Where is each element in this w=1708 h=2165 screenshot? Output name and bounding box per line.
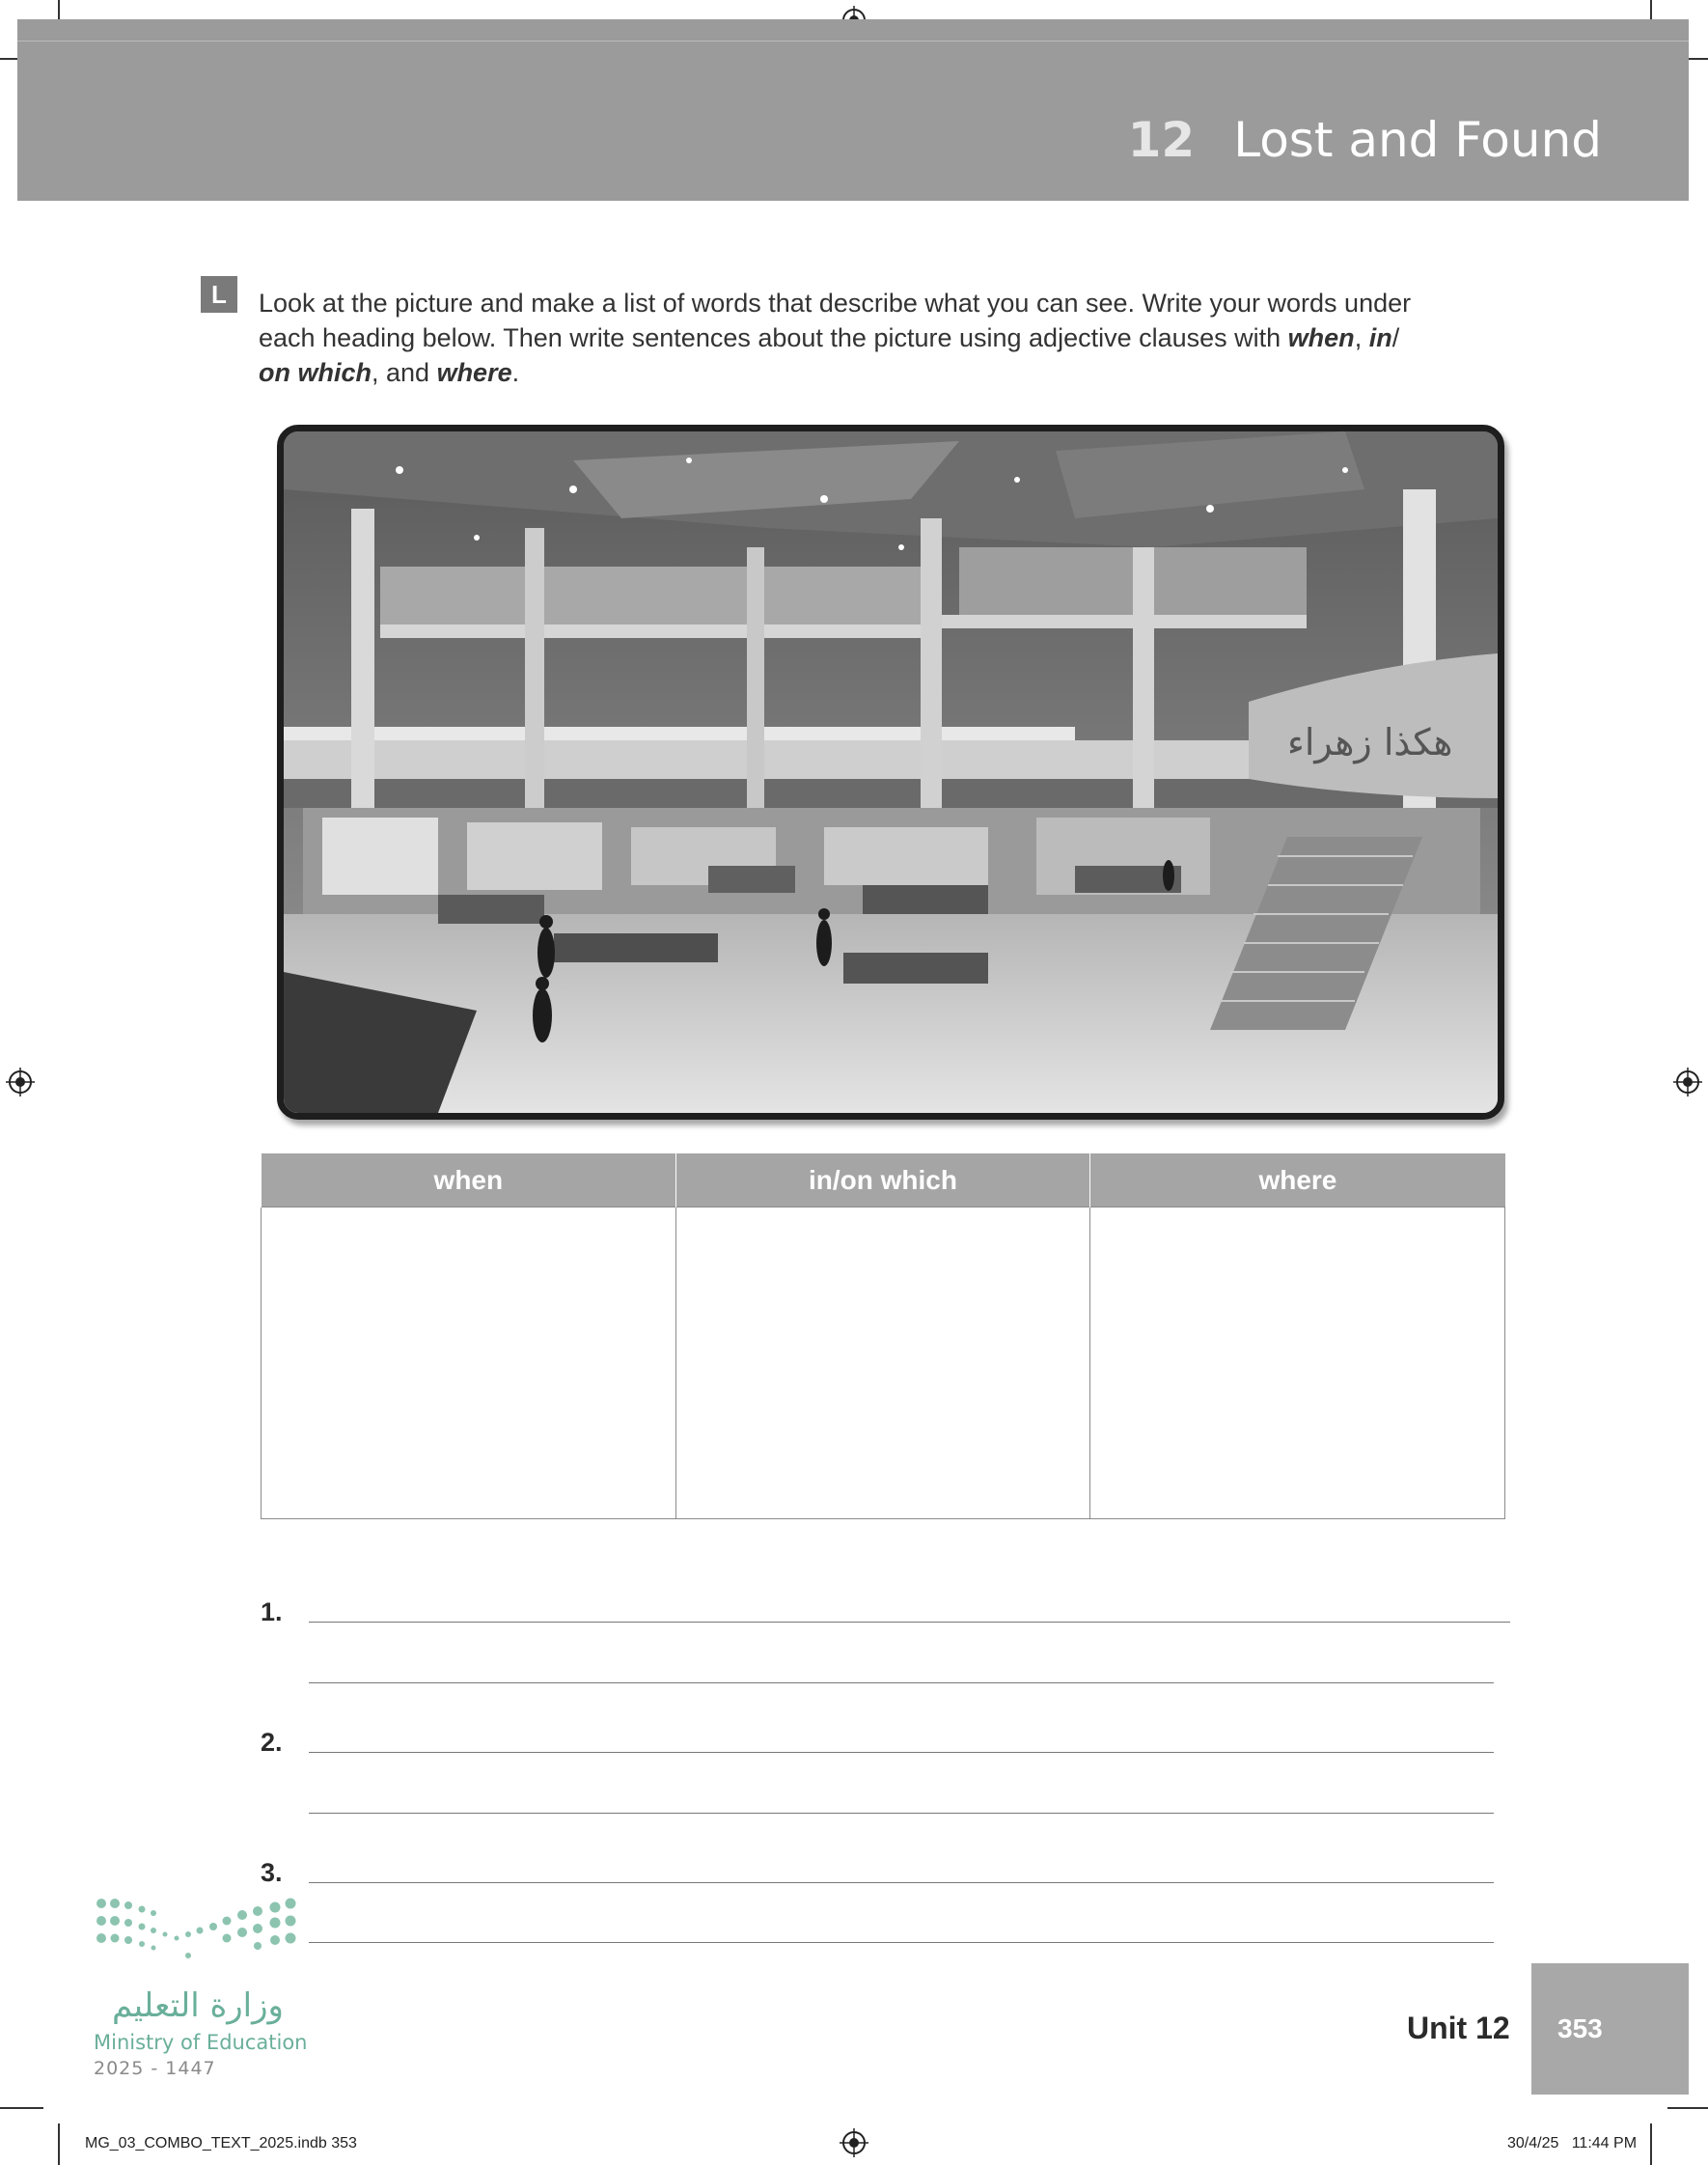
- answer-line[interactable]: [309, 1882, 1494, 1883]
- keyword-when: when: [1287, 323, 1355, 352]
- answer-cell-where[interactable]: [1090, 1207, 1505, 1519]
- sentence-number: 1.: [261, 1597, 283, 1626]
- mall-photo: [277, 425, 1504, 1120]
- word-table: [261, 1153, 1505, 1519]
- column-header-where: where: [1090, 1153, 1505, 1207]
- answer-line[interactable]: [309, 1752, 1494, 1753]
- separator: /: [1391, 323, 1400, 352]
- ministry-logo: [92, 1892, 314, 2085]
- keyword-on-which: on which: [259, 358, 372, 387]
- unit-title-text: Lost and Found: [1233, 112, 1602, 168]
- footer-unit-label: Unit 12: [1407, 2011, 1510, 2045]
- answer-line[interactable]: [309, 1622, 1510, 1623]
- answer-line[interactable]: [309, 1942, 1494, 1943]
- header-divider: [17, 41, 1689, 42]
- dots-logo-icon: [92, 1892, 314, 1979]
- instruction-text: Look at the picture and make a list of words that describe what you can see. Write your words under each heading below. Then write sentences about the picture using adjective clauses with: [259, 289, 1412, 352]
- sentence-number: 3.: [261, 1858, 283, 1887]
- column-header-when: when: [262, 1153, 676, 1207]
- separator: ,: [1354, 323, 1369, 352]
- mall-photo-illustration: [284, 431, 1498, 1113]
- crop-mark: [0, 2107, 43, 2109]
- sentence-number: 2.: [261, 1728, 283, 1757]
- page-number-box: [1531, 1963, 1689, 2095]
- ministry-name-english: Ministry of Education: [94, 2031, 308, 2054]
- column-header-in-on-which: in/on which: [675, 1153, 1090, 1207]
- answer-cell-in-on-which[interactable]: [675, 1207, 1090, 1519]
- registration-mark-icon: [840, 2128, 868, 2157]
- keyword-in: in: [1368, 323, 1392, 352]
- ministry-name-arabic: وزارة التعليم: [112, 1986, 284, 2025]
- separator: .: [511, 358, 520, 387]
- crop-mark: [58, 2123, 60, 2165]
- ministry-years: 2025 - 1447: [94, 2058, 216, 2079]
- page-number: 353: [1557, 2013, 1603, 2043]
- unit-number: 12: [1127, 112, 1196, 168]
- answer-cell-when[interactable]: [262, 1207, 676, 1519]
- mall-sign: هكذا زهراء: [1287, 721, 1453, 763]
- answer-line[interactable]: [309, 1682, 1494, 1683]
- answer-line[interactable]: [309, 1813, 1494, 1814]
- keyword-where: where: [436, 358, 512, 387]
- unit-title: [1128, 112, 1602, 168]
- print-slug-date: 30/4/25 11:44 PM: [1507, 2135, 1638, 2151]
- unit-header-band: [17, 19, 1689, 201]
- print-slug-file: MG_03_COMBO_TEXT_2025.indb 353: [85, 2135, 357, 2151]
- registration-mark-icon: [6, 1068, 35, 1096]
- crop-mark: [1667, 2107, 1708, 2109]
- exercise-instructions: [259, 286, 1465, 390]
- exercise-badge: L: [201, 276, 237, 313]
- registration-mark-icon: [1673, 1068, 1702, 1096]
- crop-mark: [1650, 2123, 1652, 2165]
- separator: , and: [372, 358, 437, 387]
